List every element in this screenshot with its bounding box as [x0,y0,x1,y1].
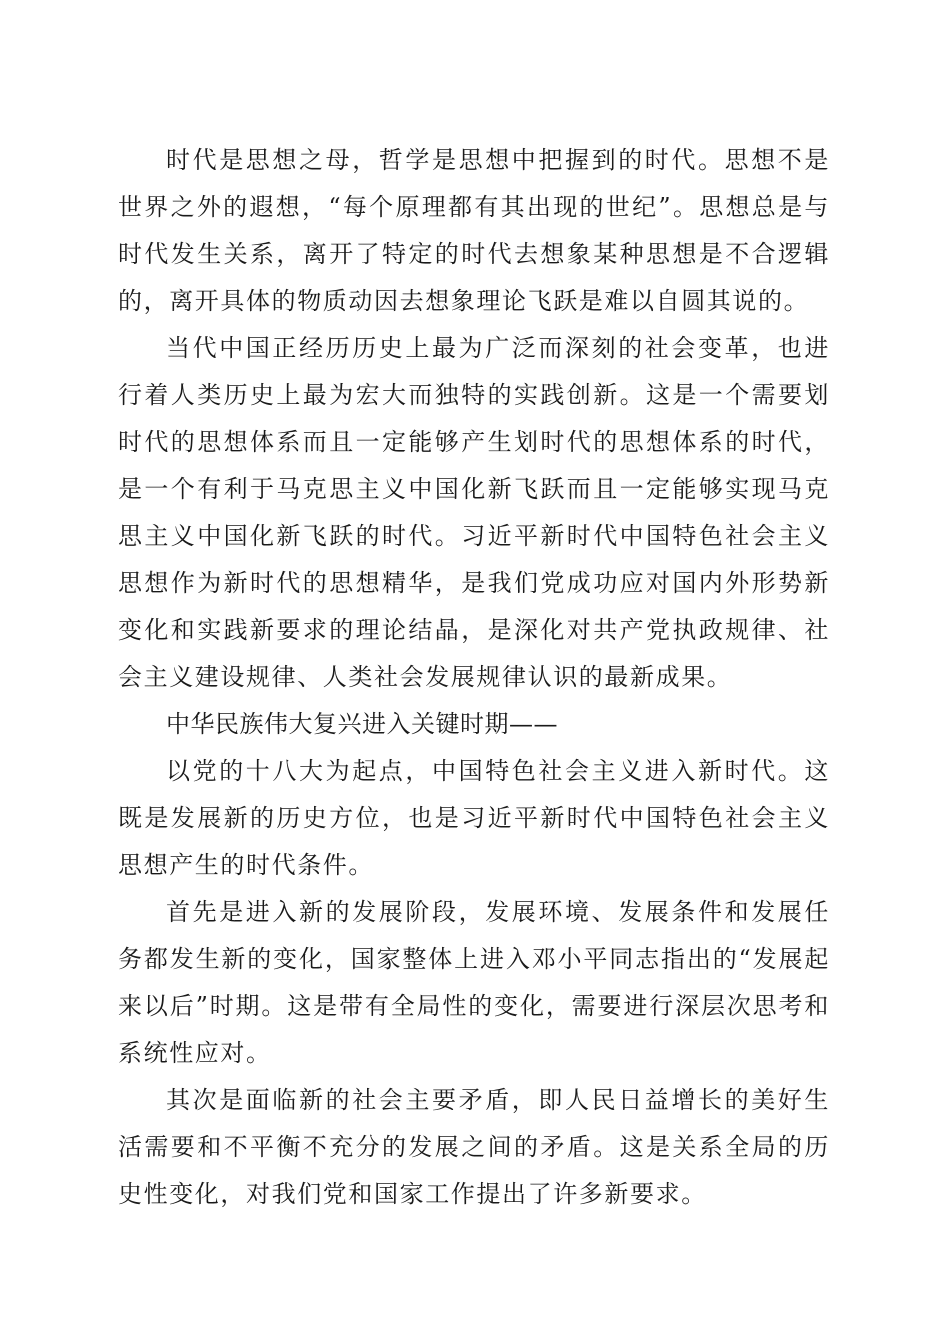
paragraph-first-new-stage: 首先是进入新的发展阶段，发展环境、发展条件和发展任务都发生新的变化，国家整体上进入邓小平同志指出的“发展起来以后”时期。这是带有全局性的变化，需要进行深层次思考和系统性应对。 [118,898,830,1067]
paragraph-social-transformation: 当代中国正经历历史上最为广泛而深刻的社会变革，也进行着人类历史上最为宏大而独特的实践创新。这是一个需要划时代的思想体系而且一定能够产生划时代的思想体系的时代，是一个有利于马克思主义中国化新飞跃而且一定能够实现马克思主义中国化新飞跃的时代。习近平新时代中国特色社会主义思想作为新时代的思想精华，是我们党成功应对国内外形势新变化和实践新要求的理论结晶，是深化对共产党执政规律、社会主义建设规律、人类社会发展规律认识的最新成果。 [118,334,830,691]
document-page [118,137,830,1218]
paragraph-new-era: 以党的十八大为起点，中国特色社会主义进入新时代。这既是发展新的历史方位，也是习近平新时代中国特色社会主义思想产生的时代条件。 [118,757,830,879]
section-heading: 中华民族伟大复兴进入关键时期—— [166,710,558,738]
paragraph-second-new-contradiction: 其次是面临新的社会主要矛盾，即人民日益增长的美好生活需要和不平衡不充分的发展之间的矛盾。这是关系全局的历史性变化，对我们党和国家工作提出了许多新要求。 [118,1086,830,1208]
paragraph-era-and-thought: 时代是思想之母，哲学是思想中把握到的时代。思想不是世界之外的遐想，“每个原理都有其出现的世纪”。思想总是与时代发生关系，离开了特定的时代去想象某种思想是不合逻辑的，离开具体的物质动因去想象理论飞跃是难以自圆其说的。 [118,146,830,315]
